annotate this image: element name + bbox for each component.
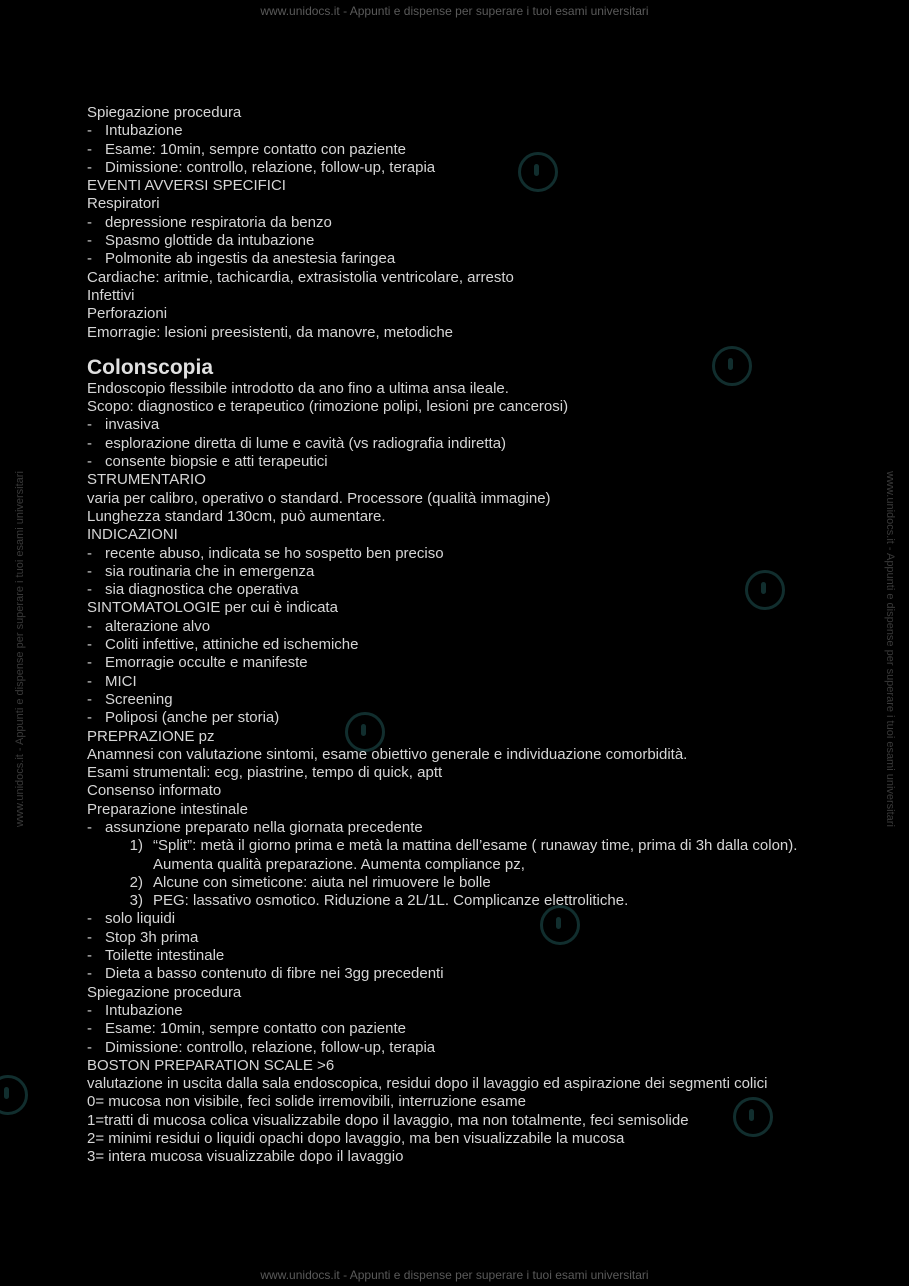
list-item (87, 618, 827, 636)
list-item-text: Coliti infettive, attiniche ed ischemiche (105, 636, 359, 654)
watermark-banner-bottom: www.unidocs.it - Appunti e dispense per superare i tuoi esami universitari (260, 1268, 649, 1282)
list-item-text: Intubazione (105, 122, 183, 140)
text-line: BOSTON PREPARATION SCALE >6 (87, 1056, 335, 1074)
bullet-dash: - (87, 581, 92, 599)
numbered-item-text: Alcune con simeticone: aiuta nel rimuovere le bolle (153, 873, 491, 891)
list-item (87, 1039, 827, 1057)
list-item (87, 141, 827, 159)
watermark-side-right: www.unidocs.it - Appunti e dispense per superare i tuoi esami universitari (884, 471, 896, 827)
bullet-dash: - (87, 232, 92, 250)
list-item (87, 819, 827, 837)
text-line: INDICAZIONI (87, 526, 178, 544)
text-line: Respiratori (87, 195, 160, 213)
numbered-item-text: PEG: lassativo osmotico. Riduzione a 2L/1L. Complicanze elettrolitiche. (153, 892, 629, 910)
text-line: EVENTI AVVERSI SPECIFICI (87, 177, 286, 195)
section-endoscopy-procedure (87, 104, 827, 342)
numbered-item (87, 892, 827, 910)
list-item (87, 673, 827, 691)
unidocs-logo-icon (0, 1075, 28, 1115)
text-line: 1=tratti di mucosa colica visualizzabile dopo il lavaggio, ma non totalmente, feci semisolide (87, 1111, 689, 1129)
list-item-text: invasiva (105, 416, 160, 434)
bullet-dash: - (87, 617, 92, 635)
text-line: 0= mucosa non visibile, feci solide irremovibili, interruzione esame (87, 1093, 526, 1111)
item-number: 3) (129, 892, 143, 910)
list-item-text: Toilette intestinale (105, 947, 225, 965)
text-line: PREPRAZIONE pz (87, 727, 215, 745)
list-item-text: Screening (105, 690, 173, 708)
list-item-text: sia routinaria che in emergenza (105, 562, 315, 580)
bullet-dash: - (87, 636, 92, 654)
text-line: 3= intera mucosa visualizzabile dopo il lavaggio (87, 1148, 404, 1166)
bullet-dash: - (87, 1001, 92, 1019)
list-item-text: Polmonite ab ingestis da anestesia faringea (105, 250, 396, 268)
list-item (87, 965, 827, 983)
list-item (87, 1002, 827, 1020)
list-item (87, 691, 827, 709)
bullet-dash: - (87, 158, 92, 176)
text-line: Scopo: diagnostico e terapeutico (rimozione polipi, lesioni pre cancerosi) (87, 398, 569, 416)
text-line: Emorragie: lesioni preesistenti, da manovre, metodiche (87, 323, 454, 341)
bullet-dash: - (87, 453, 92, 471)
bullet-dash: - (87, 416, 92, 434)
text-line: Spiegazione procedura (87, 104, 242, 121)
text-line: Consenso informato (87, 782, 222, 800)
bullet-dash: - (87, 140, 92, 158)
text-line: valutazione in uscita dalla sala endoscopica, residui dopo il lavaggio ed aspirazione dei segmenti colici (87, 1075, 768, 1093)
list-item (87, 435, 827, 453)
text-line: SINTOMATOLOGIE per cui è indicata (87, 599, 338, 617)
list-item (87, 250, 827, 268)
list-item-text: Emorragie occulte e manifeste (105, 654, 308, 672)
text-line: Cardiache: aritmie, tachicardia, extrasistolia ventricolare, arresto (87, 268, 514, 286)
text-line: 2= minimi residui o liquidi opachi dopo lavaggio, ma ben visualizzabile la mucosa (87, 1130, 625, 1148)
list-item-text: sia diagnostica che operativa (105, 581, 299, 599)
document-body (87, 104, 827, 1167)
list-item-text: solo liquidi (105, 910, 176, 928)
list-item-text: Intubazione (105, 1001, 183, 1019)
list-item (87, 636, 827, 654)
section-colonscopia (87, 380, 827, 1167)
text-line: Infettivi (87, 286, 135, 304)
bullet-dash: - (87, 709, 92, 727)
numbered-item (87, 837, 827, 874)
bullet-dash: - (87, 928, 92, 946)
bullet-dash: - (87, 544, 92, 562)
item-number: 1) (129, 837, 143, 855)
numbered-item (87, 874, 827, 892)
list-item-text: depressione respiratoria da benzo (105, 213, 332, 231)
list-item (87, 929, 827, 947)
watermark-banner-top: www.unidocs.it - Appunti e dispense per superare i tuoi esami universitari (260, 4, 649, 18)
section-title-colonscopia: Colonscopia (87, 355, 214, 379)
bullet-dash: - (87, 947, 92, 965)
list-item (87, 654, 827, 672)
bullet-dash: - (87, 965, 92, 983)
list-item-text: Dimissione: controllo, relazione, follow-up, terapia (105, 1038, 436, 1056)
list-item (87, 159, 827, 177)
text-line: STRUMENTARIO (87, 471, 206, 489)
list-item-text: alterazione alvo (105, 617, 211, 635)
text-line: Preparazione intestinale (87, 800, 248, 818)
list-item-text: Esame: 10min, sempre contatto con paziente (105, 140, 406, 158)
bullet-dash: - (87, 213, 92, 231)
list-item-text: Spasmo glottide da intubazione (105, 232, 315, 250)
list-item-text: Esame: 10min, sempre contatto con paziente (105, 1020, 406, 1038)
bullet-dash: - (87, 818, 92, 836)
list-item-text: recente abuso, indicata se ho sospetto ben preciso (105, 544, 444, 562)
list-item-text: Dieta a basso contenuto di fibre nei 3gg precedenti (105, 965, 444, 983)
bullet-dash: - (87, 434, 92, 452)
list-item (87, 709, 827, 727)
list-item (87, 214, 827, 232)
text-line: Perforazioni (87, 305, 168, 323)
text-line: Lunghezza standard 130cm, può aumentare. (87, 507, 386, 525)
list-item-text: Stop 3h prima (105, 928, 199, 946)
list-item-text: consente biopsie e atti terapeutici (105, 453, 328, 471)
text-line: Spiegazione procedura (87, 983, 242, 1001)
bullet-dash: - (87, 1038, 92, 1056)
list-item (87, 563, 827, 581)
watermark-side-left: www.unidocs.it - Appunti e dispense per superare i tuoi esami universitari (14, 471, 26, 827)
list-item (87, 416, 827, 434)
list-item (87, 1020, 827, 1038)
text-line: Anamnesi con valutazione sintomi, esame obiettivo generale e individuazione comorbidità. (87, 745, 688, 763)
list-item (87, 947, 827, 965)
bullet-dash: - (87, 1020, 92, 1038)
list-item (87, 581, 827, 599)
list-item (87, 453, 827, 471)
item-number: 2) (129, 873, 143, 891)
bullet-dash: - (87, 654, 92, 672)
numbered-item-text: “Split”: metà il giorno prima e metà la mattina dell’esame ( runaway time, prima di 3h dalla colon). Aumenta qualità preparazione. Aumenta compliance pz, (153, 837, 798, 873)
bullet-dash: - (87, 562, 92, 580)
text-line: varia per calibro, operativo o standard. Processore (qualità immagine) (87, 489, 551, 507)
bullet-dash: - (87, 122, 92, 140)
list-item (87, 910, 827, 928)
list-item-text: MICI (105, 672, 137, 690)
list-item (87, 232, 827, 250)
list-item-text: assunzione preparato nella giornata precedente (105, 818, 423, 836)
list-item-text: Dimissione: controllo, relazione, follow-up, terapia (105, 158, 436, 176)
list-item-text: esplorazione diretta di lume e cavità (vs radiografia indiretta) (105, 434, 507, 452)
list-item (87, 122, 827, 140)
bullet-dash: - (87, 672, 92, 690)
list-item (87, 545, 827, 563)
text-line: Esami strumentali: ecg, piastrine, tempo di quick, aptt (87, 764, 443, 782)
text-line: Endoscopio flessibile introdotto da ano fino a ultima ansa ileale. (87, 379, 509, 397)
list-item-text: Poliposi (anche per storia) (105, 709, 280, 727)
bullet-dash: - (87, 250, 92, 268)
bullet-dash: - (87, 690, 92, 708)
bullet-dash: - (87, 910, 92, 928)
